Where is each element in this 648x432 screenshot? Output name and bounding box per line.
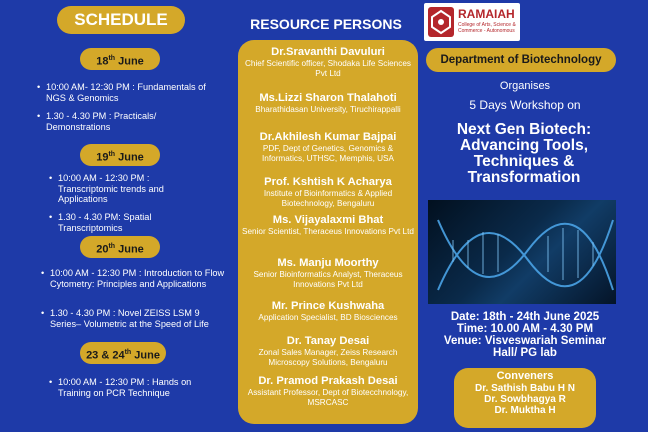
person-name: Ms.Lizzi Sharon Thalahoti — [259, 92, 397, 104]
person-desc: Application Specialist, BD Biosciences — [258, 313, 398, 322]
person-name: Mr. Prince Kushwaha — [271, 300, 385, 312]
person-desc: Senior Scientist, Theraceus Innovations Pvt Ltd — [242, 227, 414, 236]
workshop-title — [424, 122, 624, 186]
date-pill-23-24 — [80, 342, 166, 364]
date-month: June — [115, 243, 144, 256]
person-name: Dr. Tanay Desai — [286, 335, 370, 347]
resource-person — [238, 257, 418, 289]
resource-person — [238, 375, 418, 407]
title-line: Transformation — [467, 169, 581, 186]
person-name: Prof. Kshtish K Acharya — [264, 176, 392, 188]
department-pill: Department of Biotechnology — [426, 48, 616, 72]
schedule-item: • 10:00 AM - 12:30 PM : Introduction to Flow Cytometry: Principles and Applications — [50, 268, 230, 289]
schedule-item: • 10:00 AM - 12:30 PM : Hands on Training on PCR Technique — [58, 377, 218, 398]
date-day: 20 — [96, 243, 109, 256]
person-desc: Assistant Professor, Dept of Biotecchnology, MSRCASC — [247, 388, 409, 407]
date-sup: th — [108, 243, 116, 250]
date-month: June — [115, 55, 144, 68]
person-desc: Senior Bioinformatics Analyst, Theraceus Innovations Pvt Ltd — [253, 270, 403, 289]
schedule-title: SCHEDULE — [57, 6, 185, 34]
date-month: June — [115, 151, 144, 164]
college-logo — [424, 3, 520, 41]
date-pill-20 — [80, 236, 160, 258]
date-sup: th — [108, 55, 116, 62]
college-emblem-icon — [428, 7, 454, 37]
date-sup: th — [108, 151, 116, 158]
schedule-item: • 1.30 - 4.30 PM : Novel ZEISS LSM 9 Series– Volumetric at the Speed of Life — [50, 308, 230, 329]
convener-name: Dr. Sowbhagya R — [484, 394, 566, 405]
schedule-item: • 10:00 AM - 12:30 PM : Transcriptomic trends and Applications — [58, 173, 208, 205]
organises-text: Organises — [499, 80, 551, 92]
date-day: 23 & 24 — [86, 349, 125, 362]
person-desc: Bharathidasan University, Tiruchirappalli — [255, 105, 401, 114]
title-line: Next Gen Biotech: — [456, 121, 592, 138]
time-line: Time: 10.00 AM - 4.30 PM — [456, 323, 594, 335]
logo-subtitle: College of Arts, Science & Commerce - Autonomous — [458, 22, 516, 34]
title-line: Advancing Tools, — [459, 137, 589, 154]
date-day: 19 — [96, 151, 109, 164]
venue-line: Hall/ PG lab — [493, 347, 557, 359]
resource-person — [238, 300, 418, 323]
resource-person — [238, 214, 418, 237]
venue-line: Venue: Visveswariah Seminar — [443, 335, 607, 347]
person-name: Ms. Vijayalaxmi Bhat — [272, 214, 384, 226]
person-name: Dr.Sravanthi Davuluri — [271, 46, 385, 58]
person-name: Dr. Pramod Prakash Desai — [258, 375, 398, 387]
resource-person — [238, 176, 418, 208]
person-desc: PDF, Dept of Genetics, Genomics & Informatics, UTHSC, Memphis, USA — [262, 144, 394, 163]
workshop-text: 5 Days Workshop on — [469, 98, 581, 112]
logo-name: RAMAIAH — [458, 7, 515, 21]
date-pill-19 — [80, 144, 160, 166]
person-desc: Chief Scientific officer, Shodaka Life Sciences Pvt Ltd — [245, 59, 411, 78]
dna-helix-image — [428, 200, 616, 304]
date-line: Date: 18th - 24th June 2025 — [450, 311, 600, 323]
date-day: 18 — [96, 55, 109, 68]
resource-person — [238, 46, 418, 78]
resource-person — [238, 92, 418, 115]
person-desc: Institute of Bioinformatics & Applied Biotechnology, Bengaluru — [263, 189, 393, 208]
resource-person — [238, 335, 418, 367]
person-name: Dr.Akhilesh Kumar Bajpai — [259, 131, 397, 143]
conveners-title: Conveners — [496, 370, 554, 382]
date-pill-18 — [80, 48, 160, 70]
convener-name: Dr. Sathish Babu H N — [474, 383, 575, 394]
schedule-item: • 1.30 - 4.30 PM : Practicals/ Demonstrations — [46, 111, 196, 132]
date-month: June — [131, 349, 160, 362]
schedule-item: • 1.30 - 4.30 PM: Spatial Transcriptomics — [58, 212, 198, 233]
resource-person — [238, 131, 418, 163]
resource-persons-title: RESOURCE PERSONS — [250, 16, 402, 32]
convener-name: Dr. Muktha H — [494, 405, 556, 416]
schedule-item: • 10:00 AM- 12:30 PM : Fundamentals of NGS & Genomics — [46, 82, 226, 103]
date-sup: th — [124, 349, 132, 356]
person-desc: Zonal Sales Manager, Zeiss Research Microscopy Solutions, Bengaluru — [258, 348, 398, 367]
conveners-names — [454, 383, 596, 416]
title-line: Techniques & — [473, 153, 575, 170]
person-name: Ms. Manju Moorthy — [277, 257, 379, 269]
